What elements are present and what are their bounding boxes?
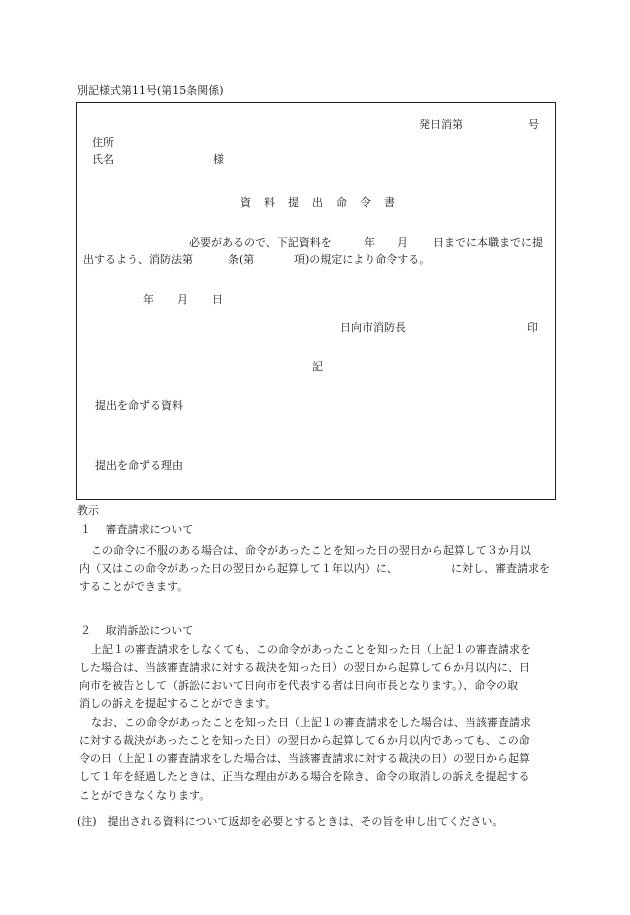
reference-suffix: 号 bbox=[528, 118, 539, 131]
section2-line9: ことができなくなります。 bbox=[79, 789, 211, 802]
section2-line7: 令の日（上記１の審査請求をした場合は、当該審査請求に対する裁決の日）の翌日から起算 bbox=[79, 752, 530, 765]
reason-label: 提出を命ずる理由 bbox=[95, 459, 183, 472]
notice-heading: 教示 bbox=[77, 504, 99, 517]
reference-prefix: 発日消第 bbox=[419, 118, 463, 131]
section2-line2: した場合は、当該審査請求に対する裁決を知った日）の翌日から起算して６か月以内に、日 bbox=[79, 661, 530, 674]
document-title: 資 料 提 出 命 令 書 bbox=[240, 196, 396, 209]
date-day: 日 bbox=[212, 293, 223, 306]
section1-line3: することができます。 bbox=[79, 580, 189, 593]
form-number: 別記様式第11号(第15条関係) bbox=[77, 84, 224, 97]
section1-title: １ 審査請求について bbox=[80, 523, 194, 536]
body-line2-b: 条(第 bbox=[228, 253, 255, 266]
address-label: 住所 bbox=[92, 136, 114, 149]
body-line2-a: 出するよう、消防法第 bbox=[83, 253, 193, 266]
materials-label: 提出を命ずる資料 bbox=[95, 399, 183, 412]
body-line2-c: 項)の規定により命令する。 bbox=[294, 253, 431, 266]
date-month: 月 bbox=[177, 293, 188, 306]
seal-mark: 印 bbox=[527, 321, 538, 334]
note: (注) 提出される資料について返却を必要とするときは、その旨を申し出てください。 bbox=[77, 815, 504, 828]
section2-line1: 上記１の審査請求をしなくても、この命令があったことを知った日（上記１の審査請求を bbox=[91, 643, 531, 656]
ki-label: 記 bbox=[312, 360, 323, 373]
section1-line1: この命令に不服のある場合は、命令があったことを知った日の翌日から起算して３か月以 bbox=[91, 544, 531, 557]
body-line1-month: 月 bbox=[397, 236, 408, 249]
section2-line8: して１年を経過したときは、正当な理由がある場合を除き、命令の取消しの訴えを提起する bbox=[79, 770, 530, 783]
name-suffix: 様 bbox=[213, 153, 224, 166]
section2-line5: なお、この命令があったことを知った日（上記１の審査請求をした場合は、当該審査請求 bbox=[91, 716, 531, 729]
date-year: 年 bbox=[143, 293, 154, 306]
body-line1-a: 必要があるので、下記資料を bbox=[189, 236, 332, 249]
section1-line2b: に対し、審査請求を bbox=[451, 562, 550, 575]
section1-line2a: 内（又はこの命令があった日の翌日から起算して１年以内）に、 bbox=[79, 562, 398, 575]
body-line1-year: 年 bbox=[364, 236, 375, 249]
section2-title: ２ 取消訴訟について bbox=[80, 624, 194, 637]
body-line1-d: 日までに本職までに提 bbox=[433, 236, 543, 249]
issuer: 日向市消防長 bbox=[340, 321, 406, 334]
name-label: 氏名 bbox=[92, 153, 114, 166]
section2-line4: 消しの訴えを提起することができます。 bbox=[79, 697, 277, 710]
section2-line3: 向市を被告として（訴訟において日向市を代表する者は日向市長となります。）、命令の取 bbox=[79, 679, 519, 692]
section2-line6: に対する裁決があったことを知った日）の翌日から起算して６か月以内であっても、この命 bbox=[79, 734, 530, 747]
